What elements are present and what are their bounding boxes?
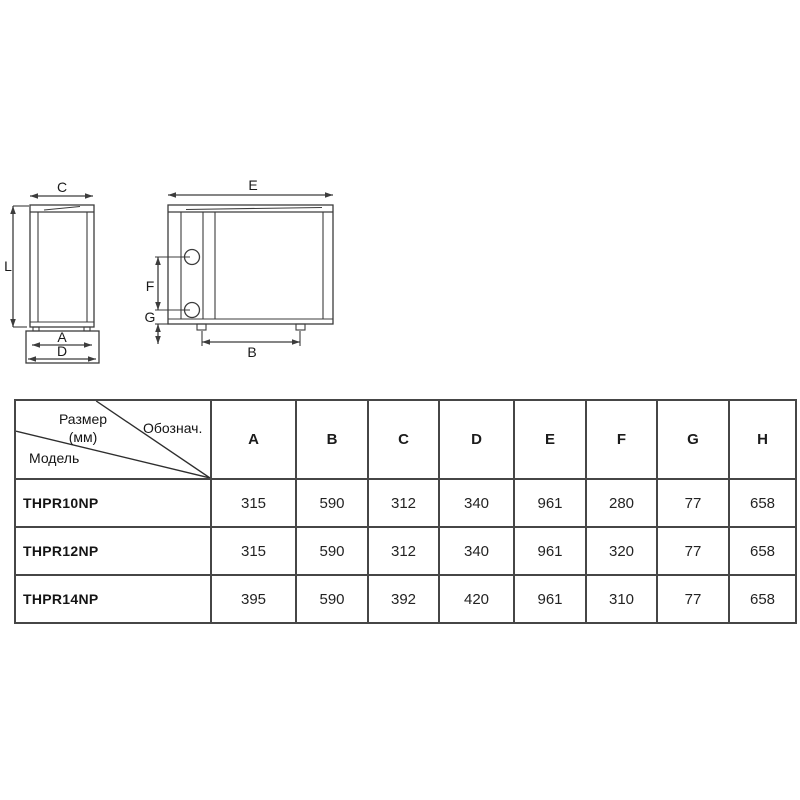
corner-size-label: [55, 410, 111, 446]
dim-label-g: G: [144, 309, 156, 325]
dim-value: 340: [439, 527, 514, 575]
corner-size-word: Размер: [58, 411, 108, 427]
dim-value: 658: [729, 575, 796, 623]
dim-value: 310: [586, 575, 657, 623]
column-header-h: H: [729, 400, 796, 479]
model-name: THPR14NP: [15, 575, 211, 623]
dim-value: 315: [211, 479, 296, 527]
column-header-d: D: [439, 400, 514, 479]
dim-label-e: E: [248, 177, 258, 193]
dim-value: 590: [296, 527, 368, 575]
dim-value: 320: [586, 527, 657, 575]
dim-value: 590: [296, 575, 368, 623]
side-view: [4, 179, 99, 363]
dim-value: 961: [514, 479, 586, 527]
front-foot-right: [296, 324, 305, 330]
dim-value: 280: [586, 479, 657, 527]
corner-designation-label: Обознач.: [143, 420, 203, 436]
dim-label-d: D: [56, 343, 68, 359]
dim-value: 312: [368, 479, 439, 527]
dimension-drawing: [0, 0, 800, 396]
dim-value: 395: [211, 575, 296, 623]
model-name: THPR12NP: [15, 527, 211, 575]
dim-value: 658: [729, 479, 796, 527]
table-row: [15, 479, 796, 527]
column-header-b: B: [296, 400, 368, 479]
column-header-f: F: [586, 400, 657, 479]
front-grille-line: [186, 208, 322, 210]
model-name: THPR10NP: [15, 479, 211, 527]
dim-value: 420: [439, 575, 514, 623]
dimensions-table: [14, 399, 797, 624]
dim-label-f: F: [145, 278, 155, 294]
dim-value: 961: [514, 527, 586, 575]
dim-label-c: C: [56, 179, 68, 195]
table-corner-cell: [15, 400, 211, 479]
table-row: [15, 527, 796, 575]
front-view: [145, 177, 333, 360]
column-header-g: G: [657, 400, 729, 479]
dim-value: 340: [439, 479, 514, 527]
dim-label-l: L: [4, 258, 12, 274]
column-header-c: C: [368, 400, 439, 479]
dim-value: 658: [729, 527, 796, 575]
front-foot-left: [197, 324, 206, 330]
dim-label-b: B: [247, 344, 257, 360]
side-grille-line: [44, 207, 80, 211]
corner-model-label: Модель: [29, 450, 80, 466]
dim-label-a: A: [57, 329, 67, 345]
column-header-e: E: [514, 400, 586, 479]
dim-value: 315: [211, 527, 296, 575]
table-row: [15, 575, 796, 623]
dim-value: 590: [296, 479, 368, 527]
table-header-row: [15, 400, 796, 479]
dim-value: 77: [657, 575, 729, 623]
dim-value: 961: [514, 575, 586, 623]
side-body-outline: [30, 205, 94, 327]
dim-value: 77: [657, 479, 729, 527]
dim-value: 312: [368, 527, 439, 575]
corner-diagonal-lines: [16, 401, 210, 478]
dim-value: 77: [657, 527, 729, 575]
corner-size-unit: (мм): [68, 429, 98, 445]
dim-value: 392: [368, 575, 439, 623]
column-header-a: A: [211, 400, 296, 479]
